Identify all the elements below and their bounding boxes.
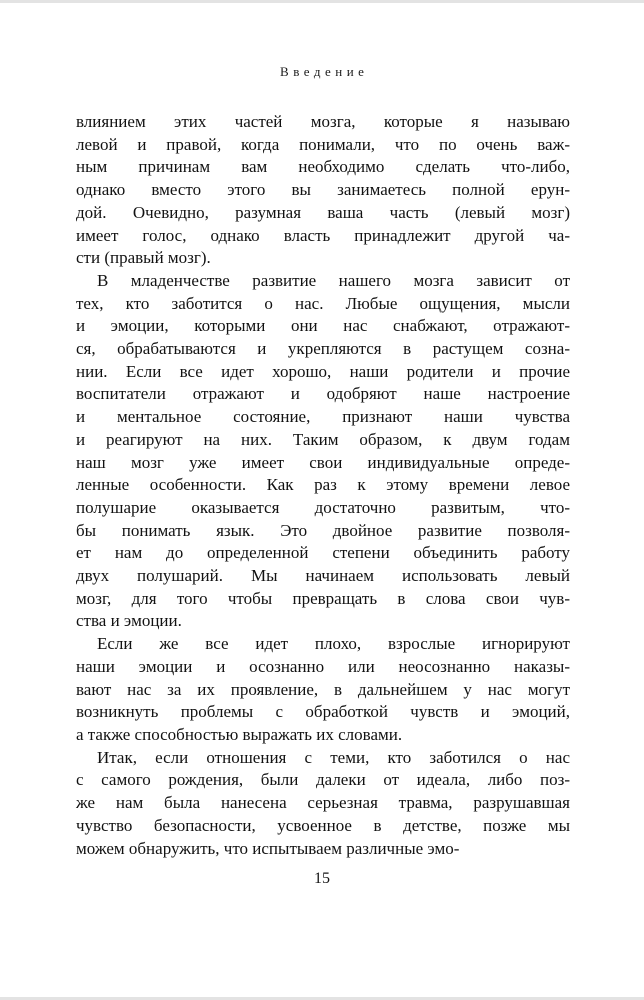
text-line: можем обнаружить, что испытываем различные эмо- [76, 838, 460, 858]
text-line: сти (правый мозг). [76, 248, 211, 268]
page-number: 15 [314, 870, 330, 887]
body-text [76, 111, 570, 860]
paragraph [76, 747, 570, 861]
text-line: вают нас за их проявление, в дальнейшем у нас могут [76, 679, 570, 699]
text-line: ся, обрабатываются и укрепляются в растущем созна- [76, 339, 570, 359]
text-line: и эмоции, которыми они нас снабжают, отражают- [76, 316, 570, 336]
text-line: и ментальное состояние, признают наши чувства [76, 407, 570, 427]
text-line: дой. Очевидно, разумная ваша часть (левый мозг) [76, 202, 570, 222]
text-line: тех, кто заботится о нас. Любые ощущения, мысли [76, 293, 570, 313]
paragraph [76, 111, 570, 270]
text-line: с самого рождения, были далеки от идеала, либо поз- [76, 770, 570, 790]
text-line: Если же все идет плохо, взрослые игнорируют [97, 634, 570, 654]
text-line: двух полушарий. Мы начинаем использовать левый [76, 566, 570, 586]
text-line: ленные особенности. Как раз к этому времени левое [76, 475, 570, 495]
scan-edge-top [0, 0, 644, 3]
text-line: левой и правой, когда понимали, что по очень важ- [76, 134, 570, 154]
text-line: возникнуть проблемы с обработкой чувств и эмоций, [76, 702, 570, 722]
text-line: наш мозг уже имеет свои индивидуальные опреде- [76, 452, 570, 472]
text-line: полушарие оказывается достаточно развитым, что- [76, 497, 570, 517]
text-line: ет нам до определенной степени объединить работу [76, 543, 570, 563]
text-line: мозг, для того чтобы превращать в слова свои чув- [76, 588, 570, 608]
paragraph [76, 270, 570, 633]
text-line: бы понимать язык. Это двойное развитие позволя- [76, 520, 570, 540]
text-line: Итак, если отношения с теми, кто заботился о нас [97, 747, 570, 767]
text-line: ным причинам вам необходимо сделать что-либо, [76, 157, 570, 177]
text-line: однако вместо этого вы занимаетесь полной ерун- [76, 180, 570, 200]
text-line: влиянием этих частей мозга, которые я называю [76, 112, 570, 131]
text-line: имеет голос, однако власть принадлежит другой ча- [76, 225, 570, 245]
text-line: же нам была нанесена серьезная травма, разрушавшая [76, 793, 570, 813]
text-line: В младенчестве развитие нашего мозга зависит от [97, 270, 570, 290]
chapter-running-head: Введение [280, 64, 369, 79]
text-line: а также способностью выражать их словами. [76, 724, 403, 744]
text-line: воспитатели отражают и одобряют наше настроение [76, 384, 570, 404]
text-line: и реагируют на них. Таким образом, к двум годам [76, 429, 570, 449]
paragraph [76, 633, 570, 747]
text-line: нии. Если все идет хорошо, наши родители и прочие [76, 361, 570, 381]
text-line: наши эмоции и осознанно или неосознанно наказы- [76, 656, 570, 676]
text-line: чувство безопасности, усвоенное в детстве, позже мы [76, 815, 570, 835]
text-line: ства и эмоции. [76, 611, 182, 631]
